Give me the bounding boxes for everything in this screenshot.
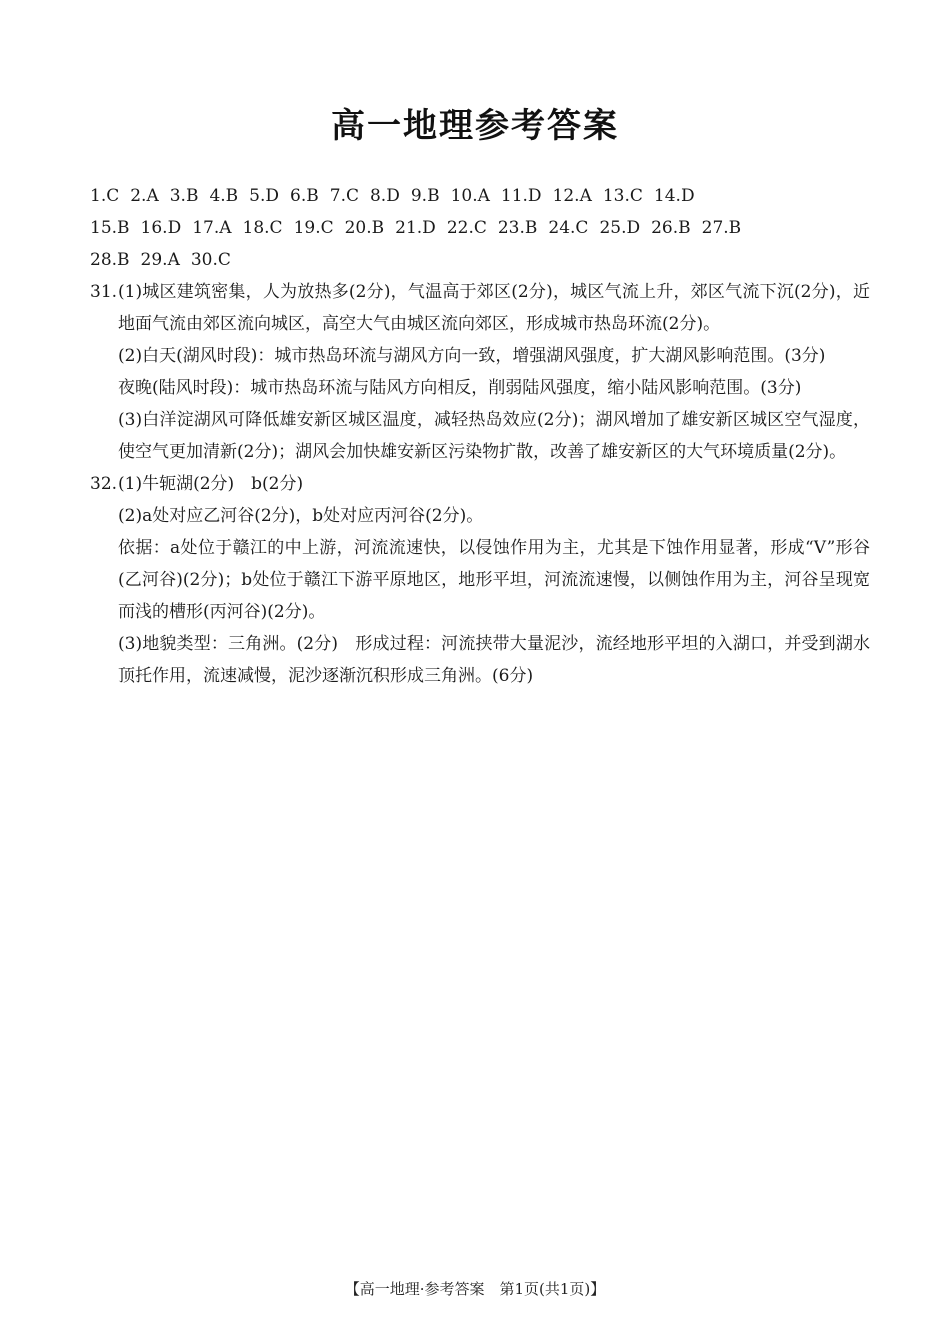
- q31-part2-night: 夜晚(陆风时段)：城市热岛环流与陆风方向相反，削弱陆风强度，缩小陆风影响范围。(3分): [118, 378, 802, 398]
- mc-answer: 22.C: [446, 218, 487, 238]
- mc-answer: 3.B: [169, 186, 199, 206]
- mc-answer: 26.B: [651, 218, 691, 238]
- q31-part1: (1)城区建筑密集，人为放热多(2分)，气温高于郊区(2分)，城区气流上升，郊区气流下沉(2分)，近地面气流由郊区流向城区，高空大气由城区流向郊区，形成城市热岛环流(2分)。: [118, 282, 870, 334]
- mc-answer: 27.B: [701, 218, 742, 238]
- mc-answer: 23.B: [497, 218, 538, 238]
- mc-answer: 25.D: [599, 218, 641, 238]
- mc-answer: 29.A: [140, 250, 180, 270]
- mc-answer: 5.D: [249, 186, 280, 206]
- question-31: [90, 276, 870, 468]
- mc-answer: 9.B: [410, 186, 440, 206]
- mc-answer: 15.B: [90, 218, 130, 238]
- mc-answer: 6.B: [290, 186, 319, 206]
- mc-answers-line-1: [90, 180, 870, 212]
- answer-content: [90, 180, 870, 692]
- mc-answers-line-3: [90, 244, 870, 276]
- mc-answer: 16.D: [140, 218, 182, 238]
- mc-answer: 13.C: [602, 186, 643, 206]
- mc-answer: 30.C: [190, 250, 231, 270]
- mc-answer: 8.D: [369, 186, 400, 206]
- q32-part1: (1)牛轭湖(2分) b(2分): [118, 474, 304, 494]
- mc-answer: 14.D: [653, 186, 695, 206]
- q32-part3: (3)地貌类型：三角洲。(2分) 形成过程：河流挟带大量泥沙，流经地形平坦的入湖口，并受到湖水顶托作用，流速减慢，泥沙逐渐沉积形成三角洲。(6分): [118, 634, 870, 686]
- page-title: 高一地理参考答案: [331, 106, 619, 146]
- mc-answer: 19.C: [293, 218, 334, 238]
- mc-answer: 4.B: [209, 186, 239, 206]
- mc-answer: 10.A: [450, 186, 490, 206]
- q31-part2: (2)白天(湖风时段)：城市热岛环流与湖风方向一致，增强湖风强度，扩大湖风影响范围。(3分): [118, 346, 826, 366]
- mc-answer: 18.C: [242, 218, 283, 238]
- mc-answer: 28.B: [90, 250, 130, 270]
- mc-answers-line-2: [90, 212, 870, 244]
- mc-answer: 21.D: [395, 218, 436, 238]
- question-number: 32.: [90, 474, 118, 494]
- question-number: 31.: [90, 282, 118, 302]
- mc-answer: 11.D: [500, 186, 542, 206]
- q32-part2-basis: 依据：a处位于赣江的中上游，河流流速快，以侵蚀作用为主，尤其是下蚀作用显著，形成“V”形谷(乙河谷)(2分)；b处位于赣江下游平原地区，地形平坦，河流流速慢，以侧蚀作用为主，河谷呈现宽而浅的槽形(丙河谷)(2分)。: [118, 538, 870, 622]
- q31-part3: (3)白洋淀湖风可降低雄安新区城区温度，减轻热岛效应(2分)；湖风增加了雄安新区城区空气湿度，使空气更加清新(2分)；湖风会加快雄安新区污染物扩散，改善了雄安新区的大气环境质量(2分)。: [118, 410, 870, 462]
- mc-answer: 17.A: [192, 218, 232, 238]
- question-32: [90, 468, 870, 692]
- mc-answer: 24.C: [548, 218, 589, 238]
- q32-part2: (2)a处对应乙河谷(2分)，b处对应丙河谷(2分)。: [118, 506, 484, 526]
- page-footer: 【高一地理·参考答案 第1页(共1页)】: [344, 1280, 606, 1298]
- mc-answer: 12.A: [552, 186, 592, 206]
- mc-answer: 20.B: [344, 218, 385, 238]
- mc-answer: 7.C: [329, 186, 359, 206]
- mc-answer: 1.C: [90, 186, 120, 206]
- mc-answer: 2.A: [130, 186, 159, 206]
